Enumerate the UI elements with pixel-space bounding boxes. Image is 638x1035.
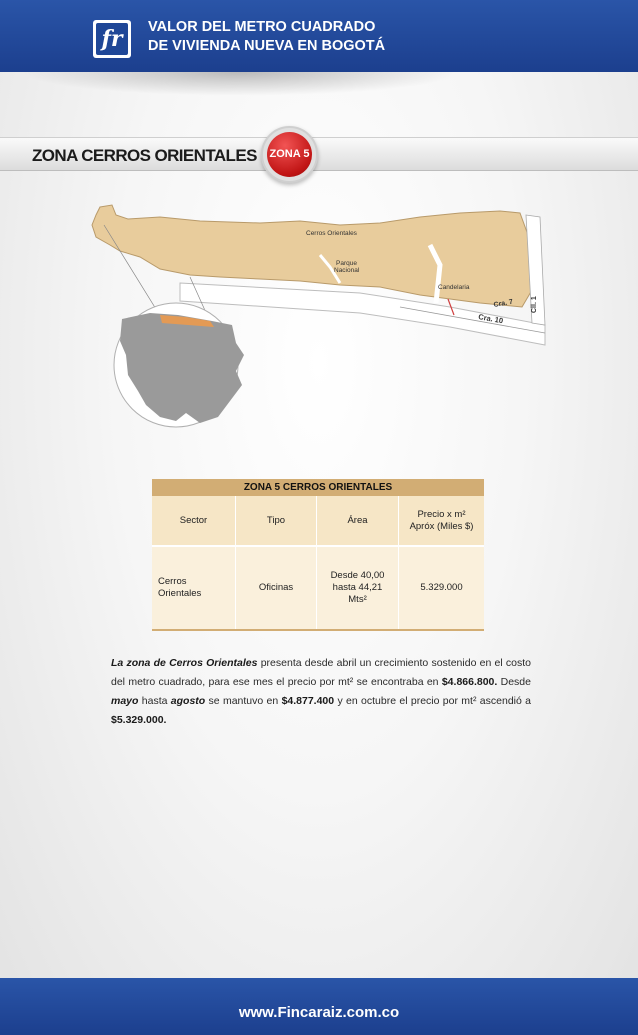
td-area-line1: Desde 40,00 bbox=[330, 570, 385, 581]
th-tipo: Tipo bbox=[236, 496, 317, 545]
map-label-candelaria: Candelaria bbox=[438, 284, 470, 291]
desc-price-april: $4.866.800. bbox=[441, 676, 498, 688]
td-tipo: Oficinas bbox=[236, 547, 317, 629]
th-sector: Sector bbox=[152, 496, 236, 545]
th-precio bbox=[399, 496, 484, 545]
td-sector-line1: Cerros bbox=[158, 576, 187, 587]
desc-text-3: hasta bbox=[138, 695, 171, 707]
header-title bbox=[148, 18, 385, 56]
fincaraiz-logo[interactable] bbox=[93, 20, 131, 58]
map-label-parque2: Nacional bbox=[334, 267, 360, 274]
desc-text-2: Desde bbox=[497, 676, 531, 688]
table-header-row bbox=[152, 496, 484, 545]
th-area: Área bbox=[317, 496, 399, 545]
table-row bbox=[152, 545, 484, 629]
desc-month-mayo: mayo bbox=[111, 695, 139, 707]
page-footer bbox=[0, 978, 638, 1035]
zone-map bbox=[0, 195, 638, 440]
td-area-line3: Mts² bbox=[348, 594, 367, 605]
desc-price-october: $5.329.000. bbox=[111, 714, 167, 726]
price-table bbox=[152, 479, 484, 631]
td-area bbox=[317, 547, 399, 629]
header-title-line2: DE VIVIENDA NUEVA EN BOGOTÁ bbox=[148, 38, 386, 54]
map-label-parque1: Parque bbox=[336, 260, 357, 267]
zone-badge-label: ZONA 5 bbox=[267, 132, 312, 177]
table-bottom-border bbox=[152, 629, 484, 631]
header-shadow bbox=[20, 72, 460, 96]
map-label-cerros: Cerros Orientales bbox=[306, 230, 357, 237]
th-precio-line2: Apróx (Miles $) bbox=[409, 520, 474, 532]
desc-zone-name: La zona de Cerros Orientales bbox=[111, 657, 258, 669]
th-precio-line1: Precio x m² bbox=[417, 508, 466, 520]
desc-price-mayo: $4.877.400 bbox=[281, 695, 335, 707]
zone-description bbox=[111, 654, 531, 730]
map-label-cra10: Cra. 10 bbox=[477, 312, 504, 326]
desc-month-agosto: agosto bbox=[170, 695, 206, 707]
zone-title: ZONA CERROS ORIENTALES bbox=[32, 146, 257, 165]
td-precio: 5.329.000 bbox=[399, 547, 484, 629]
map-label-cra7: Cra. 7 bbox=[493, 298, 514, 309]
table-title: ZONA 5 CERROS ORIENTALES bbox=[152, 479, 484, 496]
desc-text-5: y en octubre el precio por mt² ascendió a bbox=[334, 695, 531, 707]
map-label-cll1: Cll. 1 bbox=[531, 296, 538, 313]
logo-mark: fr bbox=[96, 23, 128, 55]
header-title-line1: VALOR DEL METRO CUADRADO bbox=[148, 19, 376, 35]
zone-badge bbox=[261, 126, 318, 183]
td-sector bbox=[152, 547, 236, 629]
desc-text-4: se mantuvo en bbox=[205, 695, 282, 707]
desc-text-1: presenta desde abril un crecimiento sostenido en el costo del metro cuadrado, para ese mes el precio por mt² se encontraba en bbox=[111, 657, 531, 688]
td-sector-line2: Orientales bbox=[158, 588, 202, 599]
footer-url-link[interactable]: www.Fincaraiz.com.co bbox=[238, 1004, 400, 1021]
td-area-line2: hasta 44,21 bbox=[332, 582, 383, 593]
